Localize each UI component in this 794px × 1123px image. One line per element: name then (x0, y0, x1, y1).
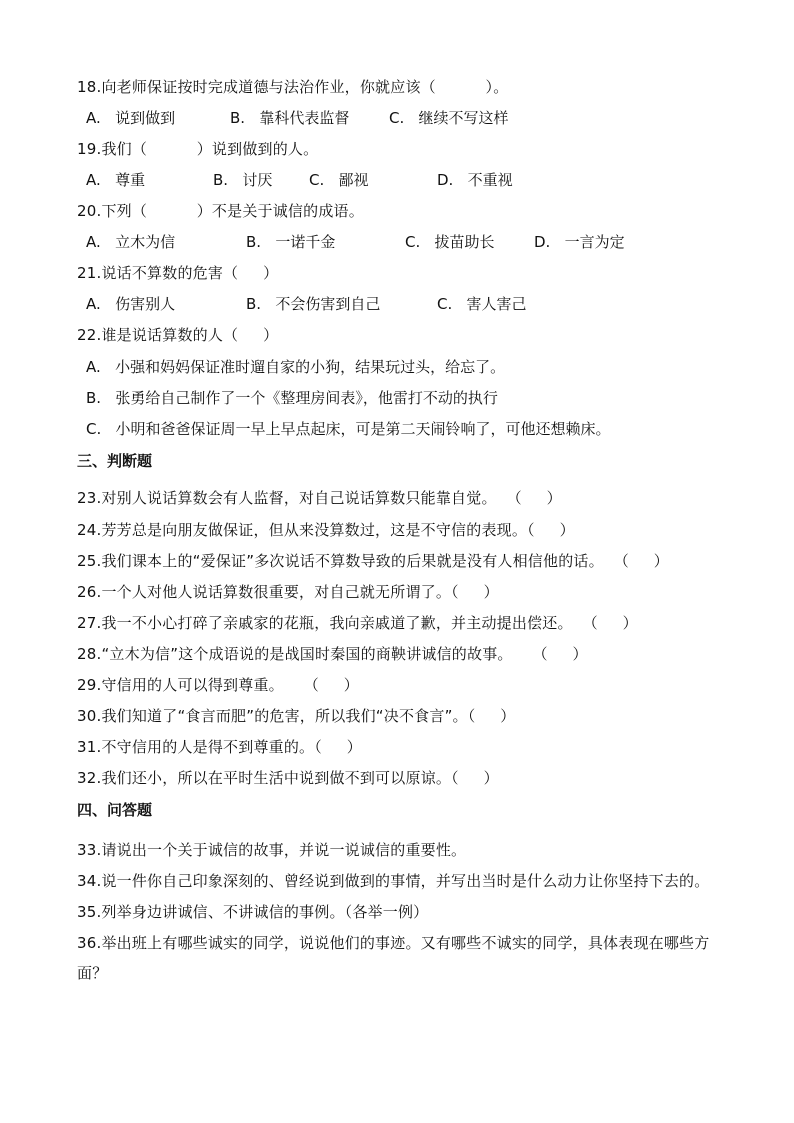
question-32: 32.我们还小，所以在平时生活中说到做不到可以原谅。（ ） (77, 769, 499, 787)
question-22-option-a: A. 小强和妈妈保证准时遛自家的小狗，结果玩过头，给忘了。 (86, 358, 506, 376)
question-20-stem: 20.下列（ ）不是关于诚信的成语。 (77, 202, 364, 220)
question-36: 36.举出班上有哪些诚实的同学，说说他们的事迹。又有哪些不诚实的同学，具体表现在哪些方面？ (77, 934, 710, 982)
question-20-option-c: C. 拔苗助长 (405, 233, 495, 251)
question-22-option-c: C. 小明和爸爸保证周一早上早点起床，可是第二天闹铃响了，可他还想赖床。 (86, 420, 611, 438)
question-21-option-b: B. 不会伤害到自己 (246, 295, 381, 313)
question-21-option-a: A. 伤害别人 (86, 295, 176, 313)
question-34: 34.说一件你自己印象深刻的、曾经说到做到的事情，并写出当时是什么动力让你坚持下去的。 (77, 872, 710, 890)
question-26: 26.一个人对他人说话算数很重要，对自己就无所谓了。（ ） (77, 583, 499, 601)
question-25: 25.我们课本上的“爱保证”多次说话不算数导致的后果就是没有人相信他的话。 （ ） (77, 552, 669, 570)
question-28: 28.“立木为信”这个成语说的是战国时秦国的商鞅讲诚信的故事。 （ ） (77, 645, 588, 663)
question-30: 30.我们知道了“食言而肥”的危害，所以我们“决不食言”。（ ） (77, 707, 516, 725)
question-33: 33.请说出一个关于诚信的故事，并说一说诚信的重要性。 (77, 841, 467, 859)
question-24: 24.芳芳总是向朋友做保证，但从来没算数过，这是不守信的表现。（ ） (77, 521, 575, 539)
question-20-option-b: B. 一诺千金 (246, 233, 336, 251)
question-19-option-d: D. 不重视 (437, 171, 513, 189)
section-judgment-heading: 三、判断题 (77, 452, 153, 470)
question-20-option-a: A. 立木为信 (86, 233, 176, 251)
question-19-option-b: B. 讨厌 (213, 171, 273, 189)
section-qa-heading: 四、问答题 (77, 801, 153, 819)
question-22-stem: 22.谁是说话算数的人（ ） (77, 326, 279, 344)
question-18-stem: 18.向老师保证按时完成道德与法治作业，你就应该（ ）。 (77, 78, 509, 96)
question-21-stem: 21.说话不算数的危害（ ） (77, 264, 279, 282)
question-21-option-c: C. 害人害己 (437, 295, 527, 313)
question-20-option-d: D. 一言为定 (534, 233, 625, 251)
question-19-option-c: C. 鄙视 (309, 171, 369, 189)
question-29: 29.守信用的人可以得到尊重。 （ ） (77, 676, 359, 694)
question-27: 27.我一不小心打碎了亲戚家的花瓶，我向亲戚道了歉，并主动提出偿还。 （ ） (77, 614, 638, 632)
question-22-option-b: B. 张勇给自己制作了一个《整理房间表》，他雷打不动的执行 (86, 389, 498, 407)
question-18-option-a: A. 说到做到 (86, 109, 176, 127)
question-18-option-c: C. 继续不写这样 (389, 109, 509, 127)
question-19-stem: 19.我们（ ）说到做到的人。 (77, 140, 319, 158)
question-19-option-a: A. 尊重 (86, 171, 146, 189)
question-35: 35.列举身边讲诚信、不讲诚信的事例。（各举一例） (77, 903, 429, 921)
question-31: 31.不守信用的人是得不到尊重的。（ ） (77, 738, 362, 756)
question-18-option-b: B. 靠科代表监督 (230, 109, 350, 127)
question-23: 23.对别人说话算数会有人监督，对自己说话算数只能靠自觉。 （ ） (77, 489, 562, 507)
